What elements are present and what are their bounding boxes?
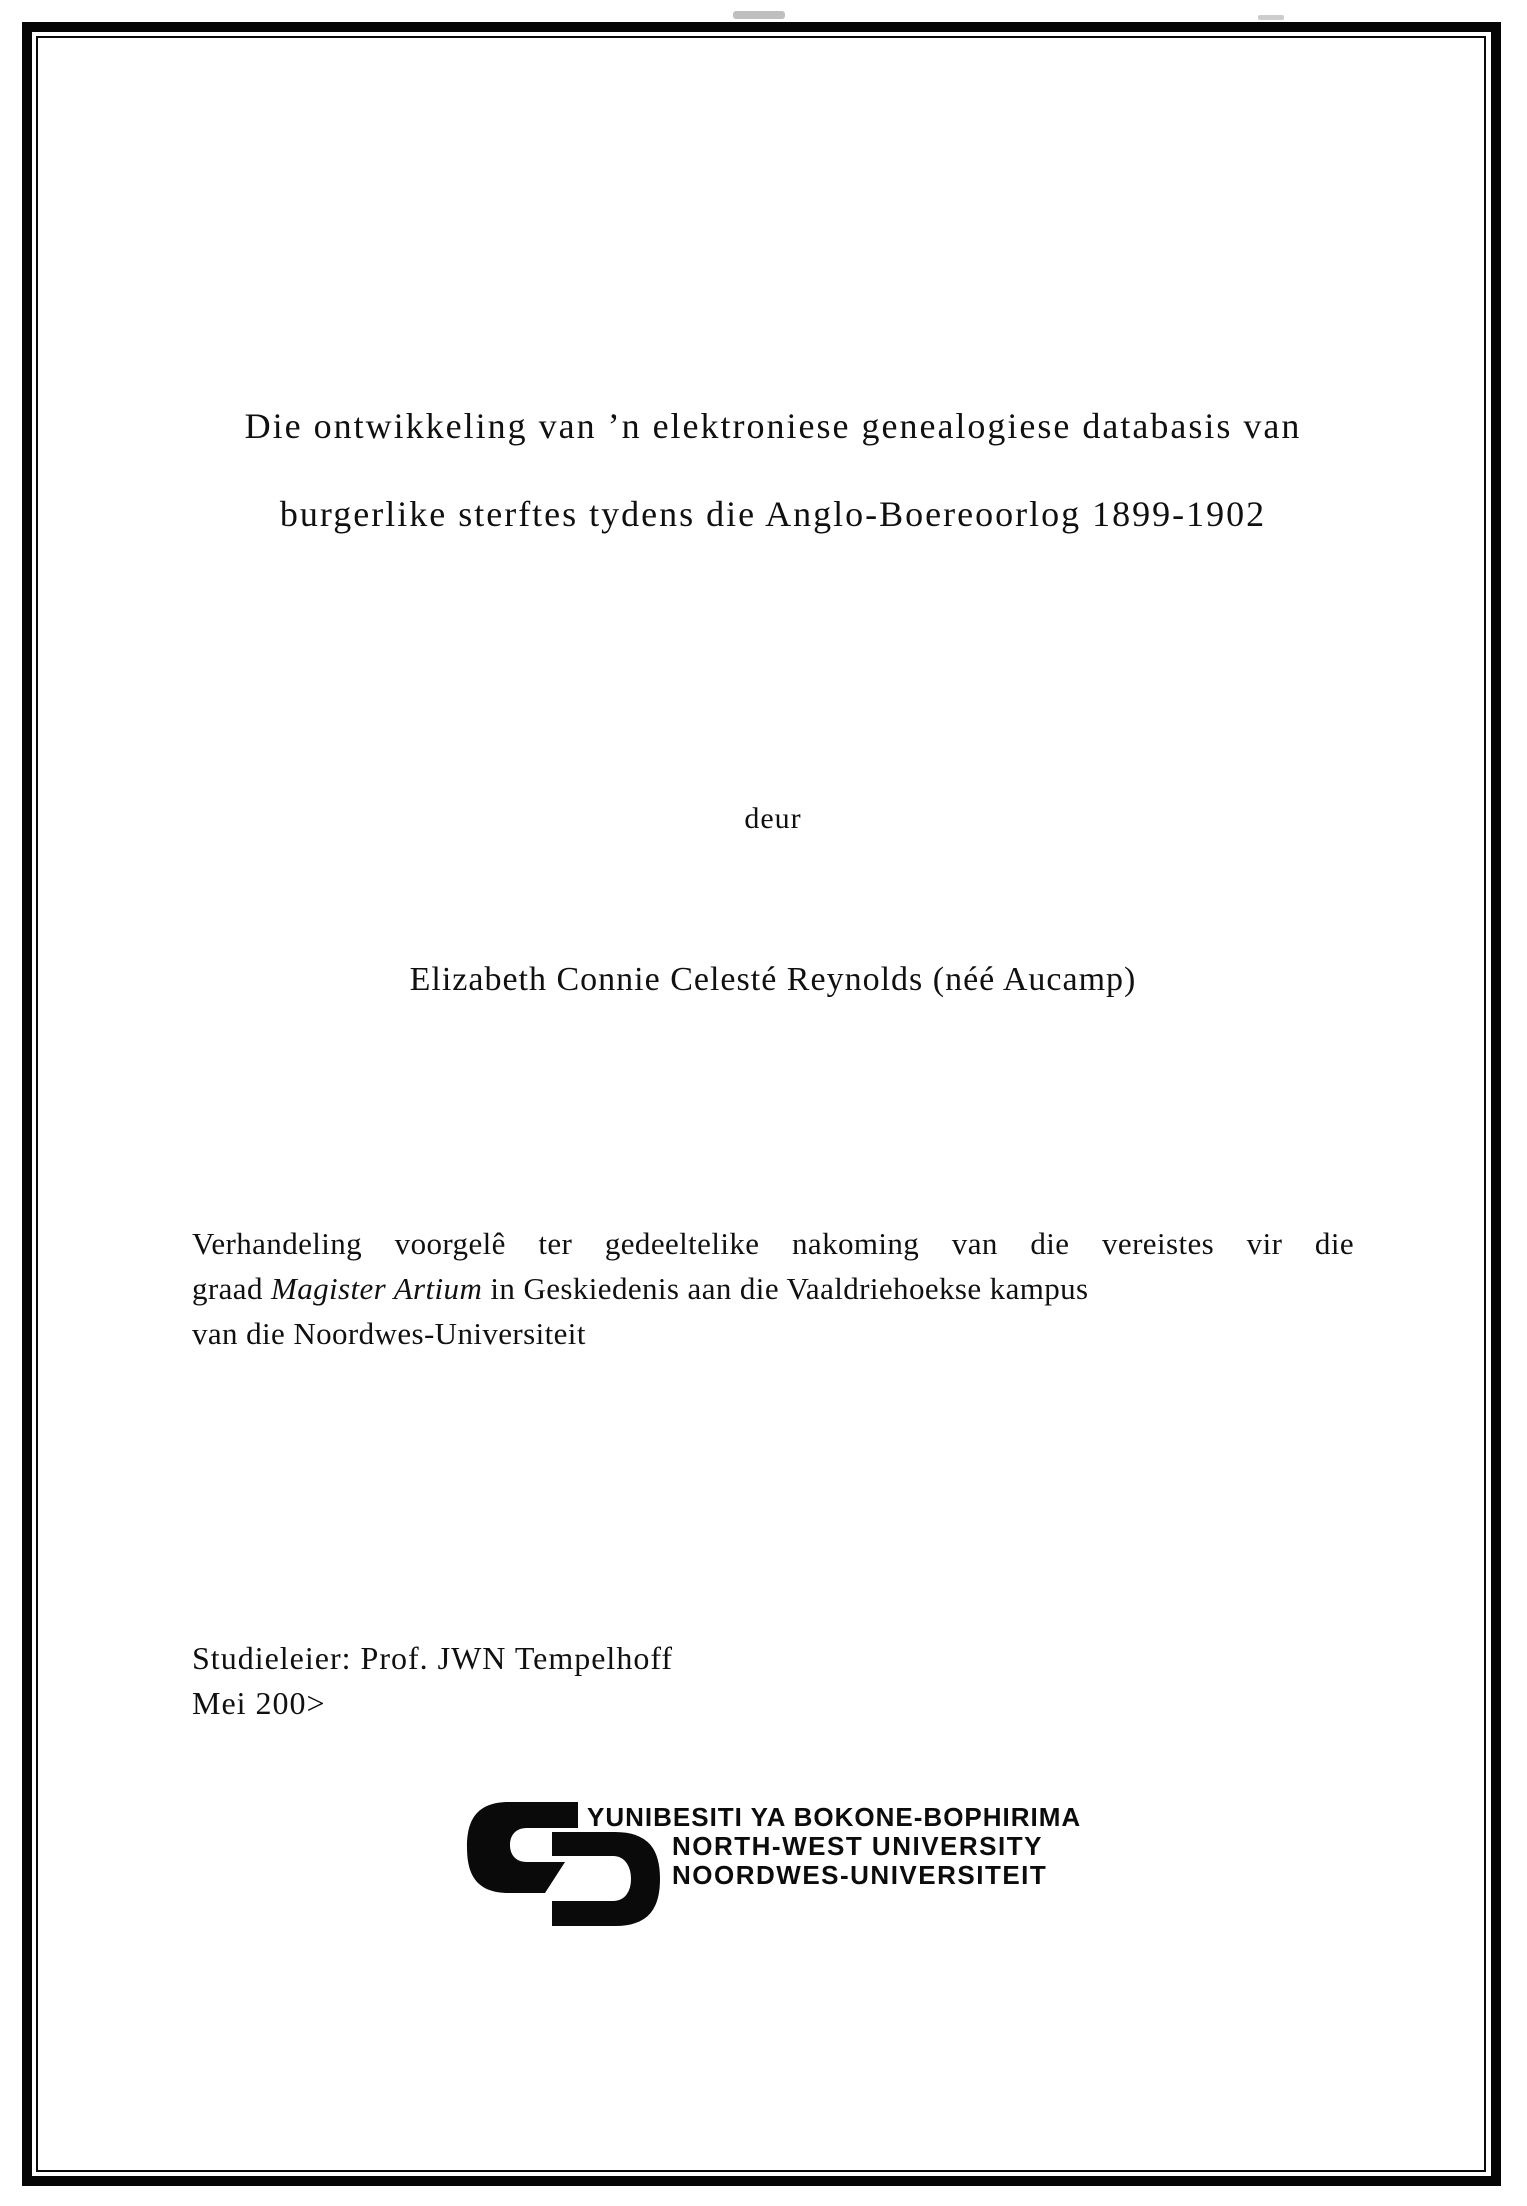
scan-artifact xyxy=(733,11,785,19)
author-name: Elizabeth Connie Celesté Reynolds (néé Aucamp) xyxy=(409,961,1137,998)
university-logo xyxy=(465,1800,1105,1950)
degree-statement xyxy=(192,1221,1354,1356)
supervisor-line: Studieleier: Prof. JWN Tempelhoff xyxy=(192,1640,674,1676)
degree-statement-line1: Verhandeling voorgelê ter gedeeltelike nakoming van die vereistes vir die xyxy=(192,1226,1354,1261)
thesis-title-line1: Die ontwikkeling van ’n elektroniese genealogiese databasis van xyxy=(244,406,1302,446)
thesis-title-line2: burgerlike sterftes tydens die Anglo-Boereoorlog 1899-1902 xyxy=(279,494,1267,534)
degree-statement-line3: van die Noordwes-Universiteit xyxy=(192,1316,586,1351)
thesis-title xyxy=(192,382,1354,558)
university-name-setswana: YUNIBESITI YA BOKONE-BOPHIRIMA xyxy=(587,1802,1082,1832)
university-logo-text xyxy=(587,1803,1081,1890)
scan-artifact xyxy=(1258,15,1284,20)
supervisor-block xyxy=(192,1636,1354,1726)
degree-name: Magister Artium xyxy=(271,1271,483,1306)
degree-statement-line2 xyxy=(192,1266,1354,1311)
degree-statement-line2-post: in Geskiedenis aan die Vaaldriehoekse kampus xyxy=(482,1271,1089,1306)
degree-statement-line2-pre: graad xyxy=(192,1271,271,1306)
university-name-afrikaans: NOORDWES-UNIVERSITEIT xyxy=(672,1860,1048,1890)
date-line: Mei 200> xyxy=(192,1685,326,1721)
byline: deur xyxy=(744,802,802,835)
university-name-english: NORTH-WEST UNIVERSITY xyxy=(672,1831,1043,1861)
